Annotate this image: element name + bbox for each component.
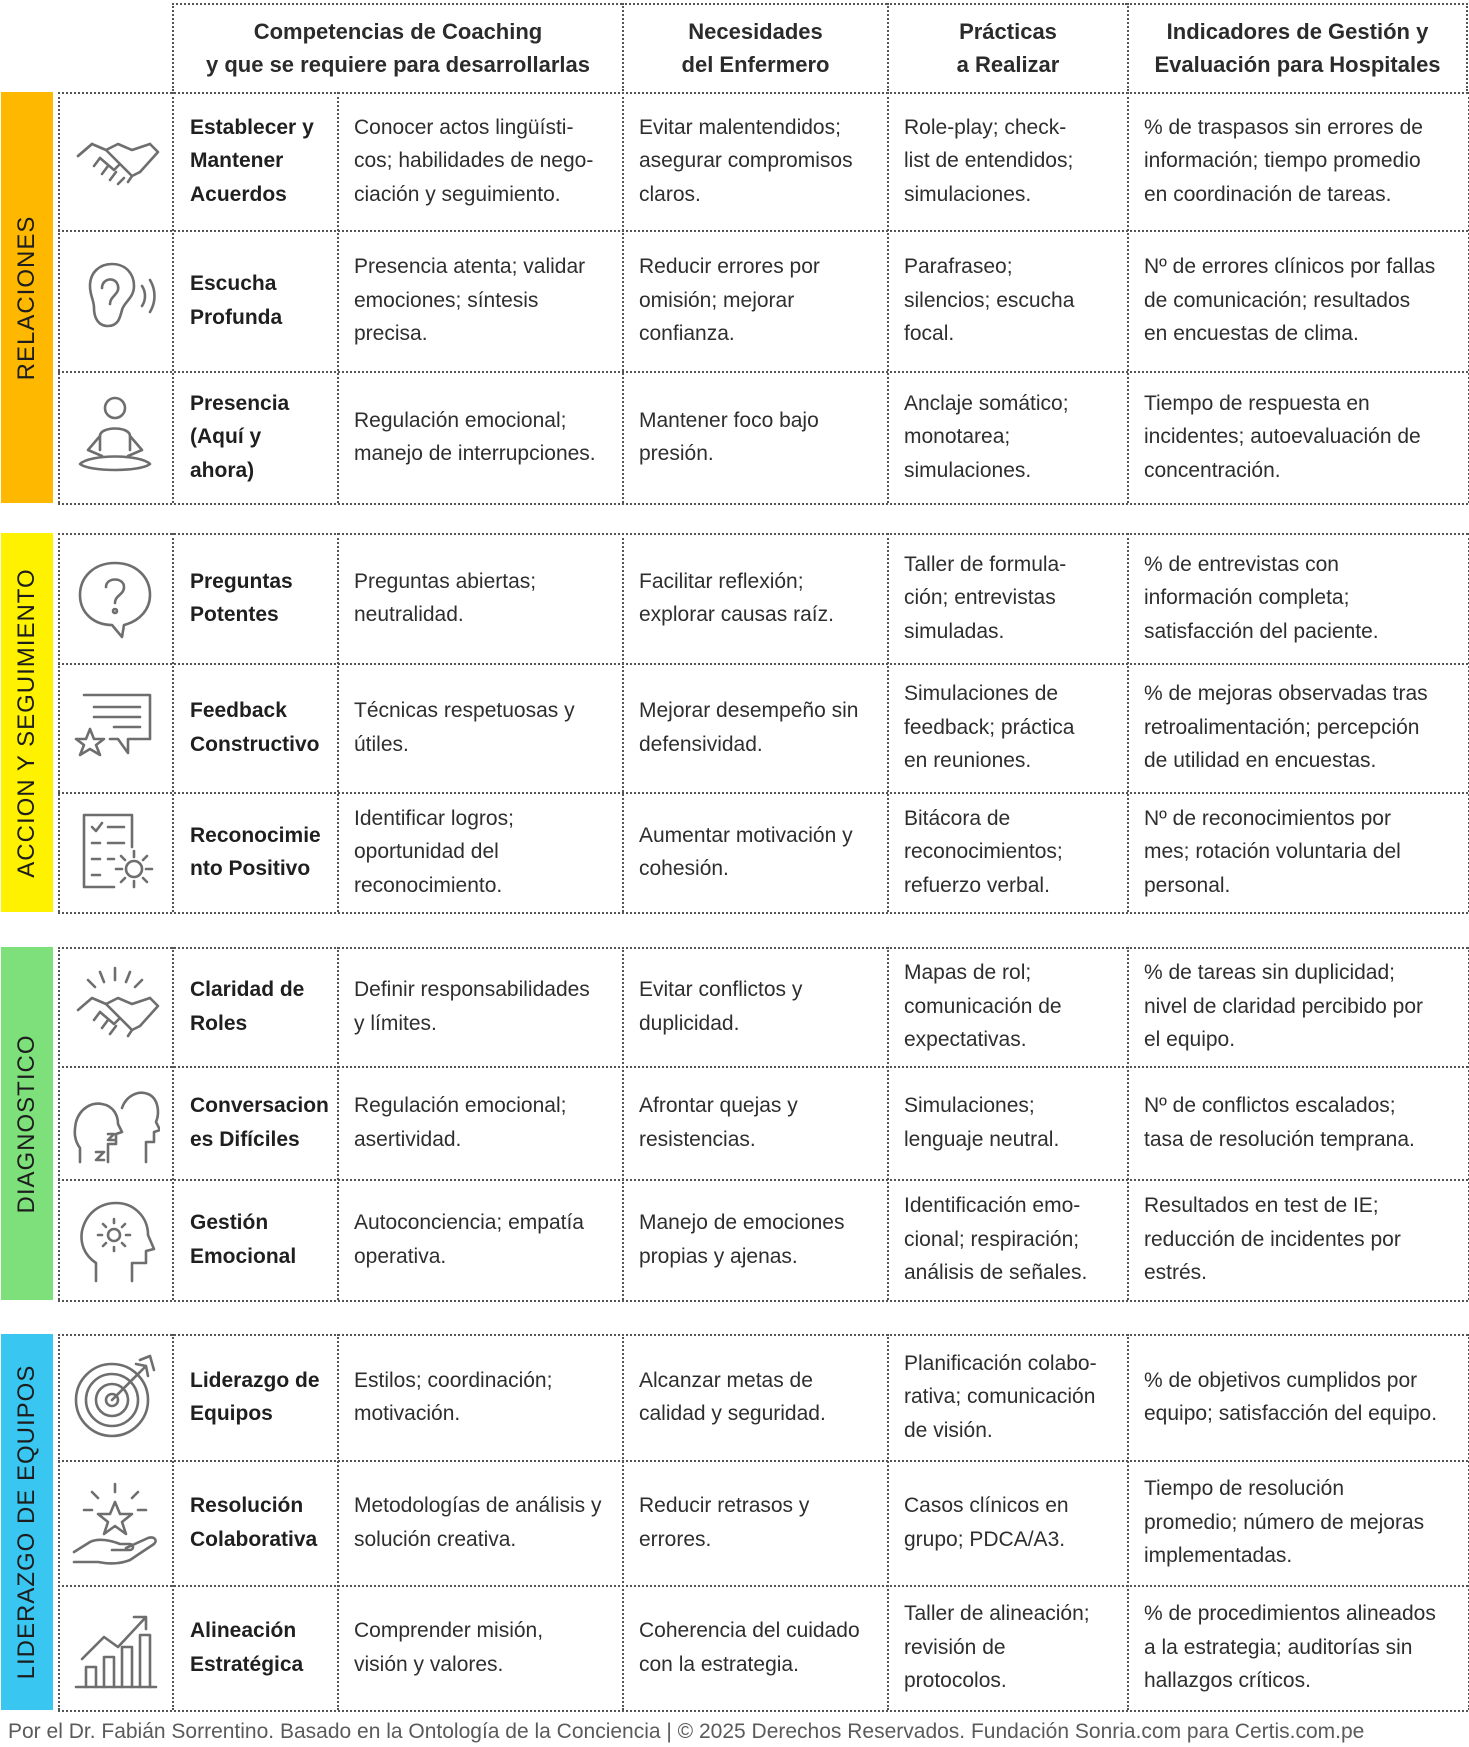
- indicator: % de mejoras observadas tras retroalimentación; percepción de utilidad en encuestas.: [1144, 682, 1428, 773]
- competency-requirement: Presencia atenta; validar emociones; síntesis precisa.: [354, 255, 586, 346]
- practice: Taller de alineación; revisión de protocolos.: [904, 1602, 1090, 1693]
- competency-name: Liderazgo de Equipos: [190, 1368, 320, 1425]
- growth-chart-icon: [58, 1585, 172, 1710]
- row-divider: [58, 912, 1468, 914]
- footer-credits: Por el Dr. Fabián Sorrentino. Basado en la Ontología de la Conciencia | © 2025 Derechos Reservados. Fundación Sonria.com para Certis.com.pe: [8, 1720, 1365, 1743]
- handshake-icon: [58, 92, 172, 230]
- competency-name: Preguntas Potentes: [190, 569, 293, 626]
- nurse-need: Reducir retrasos y errores.: [639, 1494, 810, 1551]
- nurse-need: Manejo de emociones propias y ajenas.: [639, 1211, 845, 1268]
- section-label: RELACIONES: [13, 215, 40, 380]
- competency-name: Presencia (Aquí y ahora): [190, 391, 290, 482]
- competency-requirement: Regulación emocional; asertividad.: [354, 1094, 567, 1151]
- nurse-need: Evitar conflictos y duplicidad.: [639, 978, 803, 1035]
- indicator: % de procedimientos alineados a la estrategia; auditorías sin hallazgos críticos.: [1144, 1602, 1436, 1693]
- head-light-icon: [58, 1179, 172, 1300]
- header-competencias: Competencias de Coaching y que se requiere para desarrollarlas: [172, 3, 622, 91]
- two-heads-icon: [58, 1066, 172, 1179]
- nurse-need: Evitar malentendidos; asegurar compromisos claros.: [639, 115, 853, 206]
- indicator: Tiempo de respuesta en incidentes; autoevaluación de concentración.: [1144, 391, 1421, 482]
- nurse-need: Aumentar motivación y cohesión.: [639, 823, 853, 880]
- section-label: LIDERAZGO DE EQUIPOS: [13, 1364, 40, 1680]
- practice: Anclaje somático; monotarea; simulaciones.: [904, 391, 1069, 482]
- target-icon: [58, 1334, 172, 1460]
- practice: Parafraseo; silencios; escucha focal.: [904, 255, 1075, 346]
- indicator: Tiempo de resolución promedio; número de mejoras implementadas.: [1144, 1477, 1425, 1568]
- practice: Simulaciones; lenguaje neutral.: [904, 1094, 1060, 1151]
- nurse-need: Coherencia del cuidado con la estrategia.: [639, 1619, 860, 1676]
- indicator: Nº de conflictos escalados; tasa de resolución temprana.: [1144, 1094, 1415, 1151]
- competency-name: Resolución Colaborativa: [190, 1494, 318, 1551]
- nurse-need: Alcanzar metas de calidad y seguridad.: [639, 1368, 826, 1425]
- practice: Casos clínicos en grupo; PDCA/A3.: [904, 1494, 1069, 1551]
- row-divider: [58, 1300, 1468, 1302]
- competency-requirement: Conocer actos lingüísti- cos; habilidades de nego- ciación y seguimiento.: [354, 115, 594, 206]
- hand-star-icon: [58, 1460, 172, 1585]
- nurse-need: Mejorar desempeño sin defensividad.: [639, 699, 859, 756]
- practice: Mapas de rol; comunicación de expectativas.: [904, 961, 1062, 1052]
- row-divider: [58, 1710, 1468, 1712]
- indicator: % de traspasos sin errores de información; tiempo promedio en coordinación de tareas.: [1144, 115, 1423, 206]
- practice: Planificación colabo- rativa; comunicación de visión.: [904, 1351, 1097, 1442]
- question-bubble-icon: [58, 533, 172, 663]
- competency-name: Reconocimie nto Positivo: [190, 823, 321, 880]
- competency-name: Establecer y Mantener Acuerdos: [190, 115, 314, 206]
- indicator: Nº de reconocimientos por mes; rotación voluntaria del personal.: [1144, 806, 1401, 897]
- indicator: % de objetivos cumplidos por equipo; satisfacción del equipo.: [1144, 1368, 1438, 1425]
- section-strip: [1, 92, 53, 503]
- competency-name: Gestión Emocional: [190, 1211, 297, 1268]
- competency-requirement: Regulación emocional; manejo de interrupciones.: [354, 408, 596, 465]
- practice: Bitácora de reconocimientos; refuerzo verbal.: [904, 806, 1063, 897]
- header-practicas: Prácticas a Realizar: [887, 3, 1127, 91]
- competency-name: Conversacion es Difíciles: [190, 1094, 329, 1151]
- section-strip: [1, 533, 53, 912]
- nurse-need: Reducir errores por omisión; mejorar confianza.: [639, 255, 820, 346]
- handshake-rays-icon: [58, 947, 172, 1066]
- section-label: DIAGNOSTICO: [13, 1033, 40, 1214]
- competency-name: Feedback Constructivo: [190, 699, 320, 756]
- section-label: ACCION Y SEGUIMIENTO: [13, 567, 40, 878]
- section-strip: [1, 1334, 53, 1710]
- competency-name: Escucha Profunda: [190, 272, 283, 329]
- practice: Role-play; check- list de entendidos; simulaciones.: [904, 115, 1074, 206]
- competency-requirement: Estilos; coordinación; motivación.: [354, 1368, 553, 1425]
- nurse-need: Facilitar reflexión; explorar causas raíz.: [639, 569, 834, 626]
- competency-name: Claridad de Roles: [190, 978, 305, 1035]
- competency-requirement: Autoconciencia; empatía operativa.: [354, 1211, 584, 1268]
- ear-icon: [58, 230, 172, 371]
- competency-requirement: Metodologías de análisis y solución creativa.: [354, 1494, 602, 1551]
- indicator: % de tareas sin duplicidad; nivel de claridad percibido por el equipo.: [1144, 961, 1423, 1052]
- competency-requirement: Comprender misión, visión y valores.: [354, 1619, 544, 1676]
- nurse-need: Mantener foco bajo presión.: [639, 408, 819, 465]
- practice: Simulaciones de feedback; práctica en reuniones.: [904, 682, 1075, 773]
- indicator: Nº de errores clínicos por fallas de comunicación; resultados en encuestas de clima.: [1144, 255, 1436, 346]
- practice: Taller de formula- ción; entrevistas simuladas.: [904, 552, 1067, 643]
- competency-requirement: Identificar logros; oportunidad del reconocimiento.: [354, 806, 514, 897]
- competency-requirement: Preguntas abiertas; neutralidad.: [354, 569, 537, 626]
- section-strip: [1, 947, 53, 1300]
- feedback-star-icon: [58, 663, 172, 792]
- header-necesidades: Necesidades del Enfermero: [622, 3, 887, 91]
- competency-requirement: Técnicas respetuosas y útiles.: [354, 699, 575, 756]
- indicator: % de entrevistas con información completa; satisfacción del paciente.: [1144, 552, 1379, 643]
- competency-requirement: Definir responsabilidades y límites.: [354, 978, 590, 1035]
- checklist-gear-icon: [58, 792, 172, 912]
- meditation-icon: [58, 371, 172, 503]
- row-divider: [58, 503, 1468, 505]
- nurse-need: Afrontar quejas y resistencias.: [639, 1094, 798, 1151]
- header-indicadores: Indicadores de Gestión y Evaluación para Hospitales: [1127, 3, 1468, 91]
- competency-name: Alineación Estratégica: [190, 1619, 304, 1676]
- indicator: Resultados en test de IE; reducción de incidentes por estrés.: [1144, 1194, 1401, 1285]
- practice: Identificación emo- cional; respiración; análisis de señales.: [904, 1194, 1088, 1285]
